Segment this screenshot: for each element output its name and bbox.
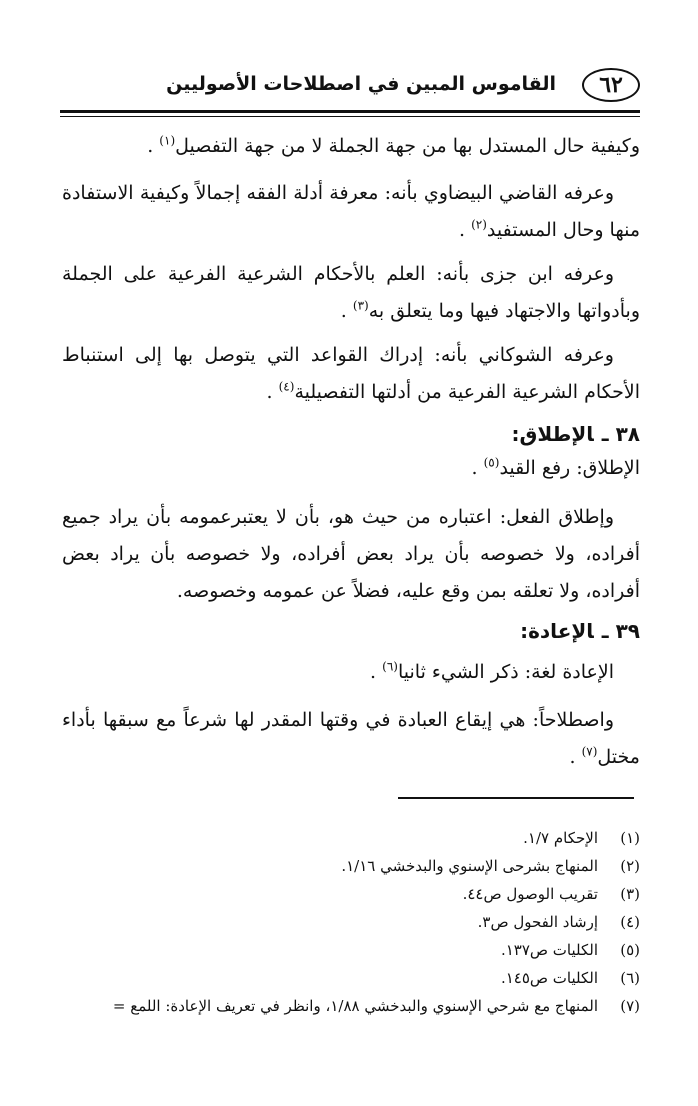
paragraph-end: . xyxy=(340,300,347,322)
footnote-ref: (٥) xyxy=(483,455,500,470)
section-heading xyxy=(511,419,640,449)
paragraph-text: وعرفه ابن جزى بأنه: العلم بالأحكام الشرعية الفرعية على الجملة وبأدواتها والاجتهاد فيها وما يتعلق به xyxy=(62,263,640,322)
footnote xyxy=(58,908,640,936)
running-header xyxy=(60,62,640,104)
footnote-number: (٧) xyxy=(620,997,640,1015)
section-number: ٣٩ ـ xyxy=(601,619,640,643)
footnote-text: الكليات ص١٣٧. xyxy=(500,941,598,959)
definition-text: الإطلاق: رفع القيد xyxy=(499,457,640,479)
footnote-ref: (٣) xyxy=(352,298,369,313)
footnote-text: الإحكام ١/٧. xyxy=(523,829,598,847)
running-title: القاموس المبين في اصطلاحات الأصوليين xyxy=(166,73,556,95)
footnote-number: (٣) xyxy=(620,885,640,903)
paragraph-text: وعرفه القاضي البيضاوي بأنه: معرفة أدلة الفقه إجمالاً وكيفية الاستفادة منها وحال المستفيد xyxy=(62,182,640,241)
footnote xyxy=(58,964,640,992)
paragraph xyxy=(62,175,640,249)
paragraph xyxy=(62,702,640,776)
header-rule-thick xyxy=(60,110,640,113)
paragraph xyxy=(62,128,640,165)
paragraph-end: . xyxy=(569,746,576,768)
footnote-ref: (٢) xyxy=(471,217,487,232)
footnotes xyxy=(58,824,640,1020)
footnote-number: (٤) xyxy=(620,913,640,931)
section-title: الإعادة: xyxy=(520,619,594,643)
footnote-text: تقريب الوصول ص٤٤. xyxy=(462,885,598,903)
definition-end: . xyxy=(370,661,377,683)
footnote-ref: (٦) xyxy=(382,659,398,674)
footnote xyxy=(58,936,640,964)
footnote-number: (٢) xyxy=(620,857,640,875)
footnote xyxy=(58,852,640,880)
paragraph xyxy=(62,499,640,610)
footnote-ref: (٧) xyxy=(581,744,598,759)
footnote xyxy=(58,824,640,852)
section-number: ٣٨ ـ xyxy=(601,422,640,446)
footnote xyxy=(58,992,640,1020)
section-title: الإطلاق: xyxy=(511,422,594,446)
definition-text: الإعادة لغة: ذكر الشيء ثانيا xyxy=(397,661,614,683)
paragraph-text: واصطلاحاً: هي إيقاع العبادة في وقتها المقدر لها شرعاً مع سبقها بأداء مختل xyxy=(62,709,640,768)
footnote-ref: (١) xyxy=(159,133,176,148)
footnote xyxy=(58,880,640,908)
footnote-text: المنهاج بشرحى الإسنوي والبدخشي ١/١٦. xyxy=(341,857,598,875)
paragraph-end: . xyxy=(147,135,154,157)
footnote-text: إرشاد الفحول ص٣. xyxy=(477,913,598,931)
footnote-text: الكليات ص١٤٥. xyxy=(500,969,598,987)
paragraph-text: وإطلاق الفعل: اعتباره من حيث هو، بأن لا يعتبرعمومه بأن يراد جميع أفراده، ولا خصوصه بأن يراد بعض أفراده، ولا خصوصه بأن يراد بعض أفراده، ولا تعلقه بمن وقع عليه، فضلاً عن عمومه وخصوصه. xyxy=(62,506,640,602)
definition xyxy=(62,450,640,487)
definition xyxy=(62,654,640,691)
paragraph-text: وعرفه الشوكاني بأنه: إدراك القواعد التي يتوصل بها إلى استنباط الأحكام الشرعية الفرعية من أدلتها التفصيلية xyxy=(62,344,640,403)
definition-end: . xyxy=(471,457,478,479)
footnote-ref: (٤) xyxy=(278,379,295,394)
paragraph-text: وكيفية حال المستدل بها من جهة الجملة لا من جهة التفصيل xyxy=(175,135,640,157)
footnote-number: (٦) xyxy=(620,969,640,987)
section-heading xyxy=(520,616,640,646)
header-rule-thin xyxy=(60,116,640,117)
paragraph-end: . xyxy=(458,219,466,241)
paragraph xyxy=(62,337,640,411)
page-number: ٦٢ xyxy=(582,68,640,102)
footnote-separator xyxy=(398,797,634,799)
footnote-text: المنهاج مع شرحي الإسنوي والبدخشي ١/٨٨، وانظر في تعريف الإعادة: اللمع = xyxy=(112,997,598,1015)
paragraph-end: . xyxy=(266,381,273,403)
footnote-number: (١) xyxy=(620,829,640,847)
paragraph xyxy=(62,256,640,330)
footnote-number: (٥) xyxy=(620,941,640,959)
